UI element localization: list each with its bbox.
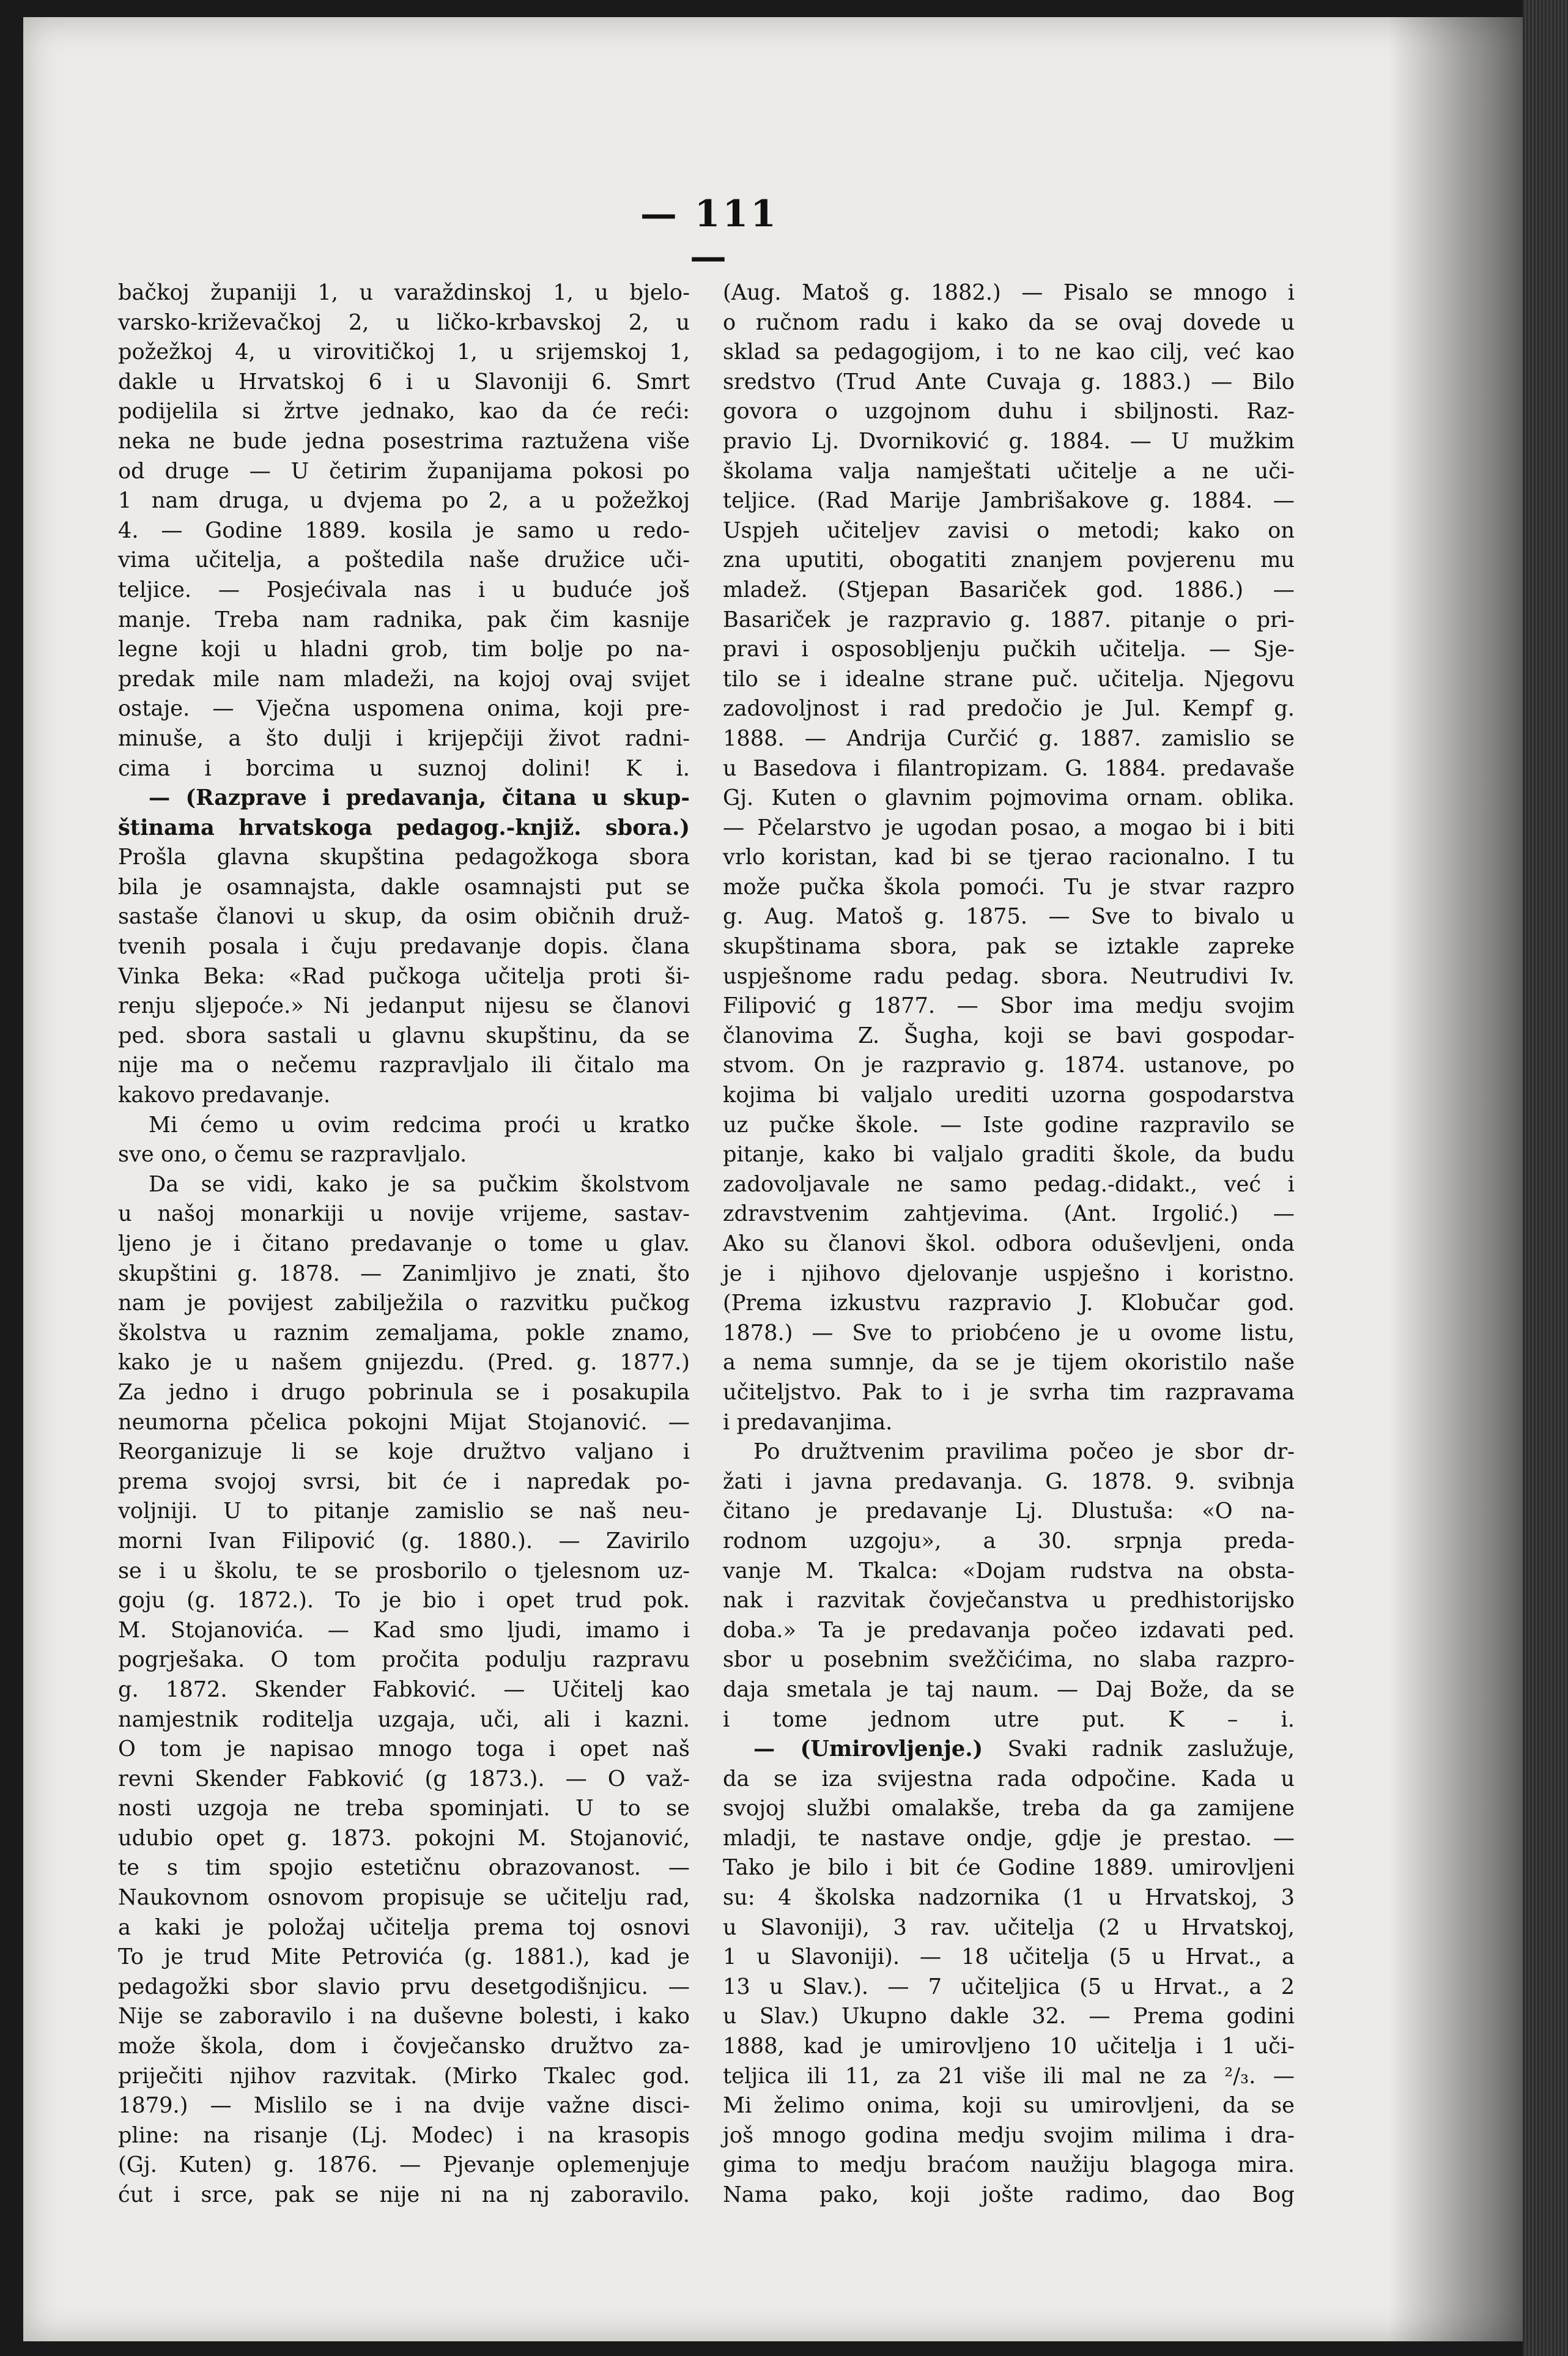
text-line: i predavanjima.: [723, 1409, 893, 1435]
text-line: Prošla glavna skupština pedagožkoga sbora: [118, 845, 690, 870]
text-line: mladji, te nastave ondje, gdje je prestao. —: [723, 1825, 1295, 1851]
text-line: Basariček je razpravio g. 1887. pitanje o pri-: [723, 607, 1295, 632]
text-line: Uspjeh učiteljev zavisi o metodi; kako on: [723, 517, 1295, 543]
text-line: manje. Treba nam radnika, pak čim kasnije: [118, 607, 690, 632]
text-line: od druge — U četirim županijama pokosi po: [118, 458, 690, 484]
text-line: 1 u Slavoniji). — 18 učitelja (5 u Hrvat., a: [723, 1944, 1295, 1970]
text-line: a nema sumnje, da se je tijem okoristilo naše: [723, 1350, 1295, 1376]
text-line: cima i borcima u suznoj dolini! K i.: [118, 755, 690, 781]
text-line: 1 nam druga, u dvjema po 2, a u požežkoj: [118, 488, 690, 514]
text-line: ostaje. — Vječna uspomena onima, koji pre-: [118, 696, 690, 722]
text-line: Nije se zaboravilo i na duševne bolesti, i kako: [118, 2004, 690, 2029]
text-line: kojima bi valjalo urediti uzorna gospodarstva: [723, 1083, 1295, 1108]
text-line: Nama pako, koji jošte radimo, dao Bog: [723, 2182, 1295, 2207]
text-line: je i njihovo djelovanje uspješno i koristno.: [723, 1261, 1295, 1286]
text-line: udubio opet g. 1873. pokojni M. Stojanović,: [118, 1825, 690, 1851]
text-line: nak i razvitak čovječanstva u predhistorijsko: [723, 1588, 1295, 1613]
text-line: Tako je bilo i bit će Godine 1889. umirovljeni: [723, 1855, 1295, 1881]
text-line: 13 u Slav.). — 7 učiteljica (5 u Hrvat., a 2: [723, 1974, 1295, 1999]
text-line: Vinka Beka: «Rad pučkoga učitelja proti ši-: [118, 963, 690, 989]
text-line: O tom je napisao mnogo toga i opet naš: [118, 1736, 690, 1762]
text-line: ljeno je i čitano predavanje o tome u glav.: [118, 1231, 690, 1256]
text-line: — (Razprave i predavanja, čitana u skup-: [149, 785, 690, 811]
text-line: nosti uzgoja ne treba spominjati. U to se: [118, 1796, 690, 1821]
text-line: Da se vidi, kako je sa pučkim školstvom: [149, 1171, 690, 1197]
text-line: minuše, a što dulji i krijepčiji život radni-: [118, 725, 690, 751]
text-line: o ručnom radu i kako da se ovaj dovede u: [723, 309, 1295, 335]
text-line: M. Stojanovića. — Kad smo ljudi, imamo i: [118, 1617, 690, 1643]
text-line: 4. — Godine 1889. kosila je samo u redo-: [118, 517, 690, 543]
text-line: Mi ćemo u ovim redcima proći u kratko: [149, 1112, 690, 1138]
text-line: može škola, dom i čovječansko družtvo za-: [118, 2034, 690, 2059]
text-line: voljniji. U to pitanje zamislio se naš neu-: [118, 1498, 690, 1524]
text-line: revni Skender Fabković (g 1873.). — O važ-: [118, 1766, 690, 1791]
text-line: gima to medju braćom naužiju blagoga mira.: [723, 2152, 1295, 2178]
text-line: Za jedno i drugo pobrinula se i posakupila: [118, 1379, 690, 1405]
text-line: u Slavoniji), 3 rav. učitelja (2 u Hrvatskoj,: [723, 1914, 1295, 1940]
text-line: u Basedova i filantropizam. G. 1884. predavaše: [723, 755, 1295, 781]
text-line: teljice. — Posjećivala nas i u buduće još: [118, 577, 690, 602]
text-line: uspješnome radu pedag. sbora. Neutrudivi Iv.: [723, 963, 1295, 989]
text-line: g. 1872. Skender Fabković. — Učitelj kao: [118, 1676, 690, 1702]
text-line: štinama hrvatskoga pedagog.-knjiž. sbora.): [118, 815, 690, 840]
text-line: kakovo predavanje.: [118, 1083, 331, 1108]
text-line: 1888, kad je umirovljeno 10 učitelja i 1 uči-: [723, 2034, 1295, 2059]
text-line: bila je osamnajsta, dakle osamnajsti put se: [118, 874, 690, 900]
text-line: (Aug. Matoš g. 1882.) — Pisalo se mnogo i: [723, 280, 1295, 305]
text-line: — Pčelarstvo je ugodan posao, a mogao bi i biti: [723, 815, 1295, 840]
text-line: goju (g. 1872.). To je bio i opet trud pok.: [118, 1588, 690, 1613]
text-line: pedagožki sbor slavio prvu desetgodišnjicu. —: [118, 1974, 690, 1999]
text-line: zna uputiti, obogatiti znanjem povjerenu mu: [723, 547, 1295, 573]
page-number: — 111 —: [640, 193, 779, 278]
text-line: pogrješaka. O tom pročita podulju razpravu: [118, 1647, 690, 1673]
text-line: nam je povijest zabilježila o razvitku pučkog: [118, 1291, 690, 1316]
text-line: teljica ili 11, za 21 više ili mal ne za ²/₃. —: [723, 2063, 1295, 2089]
text-line: prema svojoj svrsi, bit će i napredak po-: [118, 1469, 690, 1494]
text-line: uz pučke škole. — Iste godine razpravilo se: [723, 1112, 1295, 1138]
text-line: teljice. (Rad Marije Jambrišakove g. 1884. —: [723, 488, 1295, 514]
text-line: čitano je predavanje Lj. Dlustuša: «O na-: [723, 1498, 1295, 1524]
text-line: pravio Lj. Dvorniković g. 1884. — U mužkim: [723, 428, 1295, 454]
text-line: Reorganizuje li se koje družtvo valjano i: [118, 1439, 690, 1465]
text-line: da se iza svijestna rada odpočine. Kada u: [723, 1766, 1295, 1791]
text-line: pitanje, kako bi valjalo graditi škole, da budu: [723, 1142, 1295, 1168]
text-line: stvom. On je razpravio g. 1874. ustanove, po: [723, 1053, 1295, 1078]
text-line: u Slav.) Ukupno dakle 32. — Prema godini: [723, 2004, 1295, 2029]
text-line: Ako su članovi škol. odbora oduševljeni, onda: [723, 1231, 1295, 1256]
text-line: pline: na risanje (Lj. Modec) i na krasopis: [118, 2122, 690, 2148]
text-line: bačkoj županiji 1, u varaždinskoj 1, u bjelo-: [118, 280, 690, 305]
text-line: neka ne bude jedna posestrima raztužena više: [118, 428, 690, 454]
text-line: zadovoljavale ne samo pedag.-didakt., već i: [723, 1171, 1295, 1197]
text-line: Naukovnom osnovom propisuje se učitelju rad,: [118, 1885, 690, 1911]
text-line: skupštinama sbora, pak se iztakle zapreke: [723, 934, 1295, 960]
text-line: g. Aug. Matoš g. 1875. — Sve to bivalo u: [723, 904, 1295, 930]
text-line: kako je u našem gnijezdu. (Pred. g. 1877.): [118, 1350, 690, 1376]
text-line: žati i javna predavanja. G. 1878. 9. svibnja: [723, 1469, 1295, 1494]
text-line: sastaše članovi u skup, da osim običnih druž-: [118, 904, 690, 930]
text-line: su: 4 školska nadzornika (1 u Hrvatskoj, 3: [723, 1885, 1295, 1911]
text-line: varsko-križevačkoj 2, u ličko-krbavskoj 2, u: [118, 309, 690, 335]
text-line: Mi želimo onima, koji su umirovljeni, da se: [723, 2093, 1295, 2119]
text-line: daja smetala je taj naum. — Daj Bože, da se: [723, 1676, 1295, 1702]
text-line: dakle u Hrvatskoj 6 i u Slavoniji 6. Smrt: [118, 369, 690, 395]
text-line: morni Ivan Filipović (g. 1880.). — Zavirilo: [118, 1528, 690, 1554]
text-line: 1878.) — Sve to priobćeno je u ovome listu,: [723, 1320, 1295, 1346]
text-line: neumorna pčelica pokojni Mijat Stojanović. —: [118, 1409, 690, 1435]
text-line: vrlo koristan, kad bi se tjerao racionalno. I tu: [723, 845, 1295, 870]
text-line: pravi i osposobljenju pučkih učitelja. — Sje-: [723, 637, 1295, 662]
text-line: te s tim spojio estetičnu obrazovanost. —: [118, 1855, 690, 1881]
text-line: ćut i srce, pak se nije ni na nj zaboravilo.: [118, 2182, 690, 2207]
text-line: svojoj službi omalakše, treba da ga zamijene: [723, 1796, 1295, 1821]
text-line: govora o uzgojnom duhu i sbiljnosti. Raz-: [723, 399, 1295, 424]
text-line: To je trud Mite Petrovića (g. 1881.), kad je: [118, 1944, 690, 1970]
text-line: zdravstvenim zahtjevima. (Ant. Irgolić.) —: [723, 1201, 1295, 1227]
text-line: može pučka škola pomoći. Tu je stvar razpro: [723, 874, 1295, 900]
text-line: (Prema izkustvu razpravio J. Klobučar god.: [723, 1291, 1295, 1316]
text-line: vanje M. Tkalca: «Dojam rudstva na obsta-: [723, 1558, 1295, 1584]
text-line: se i u školu, te se prosborilo o tjelesnom uz-: [118, 1558, 690, 1584]
text-line: zadovoljnost i rad predočio je Jul. Kempf g.: [723, 696, 1295, 722]
text-line: ped. sbora sastali u glavnu skupštinu, da se: [118, 1023, 690, 1048]
text-line: (Gj. Kuten) g. 1876. — Pjevanje oplemenjuje: [118, 2152, 690, 2178]
text-line: doba.» Ta je predavanja počeo izdavati ped.: [723, 1617, 1295, 1643]
text-line: mladež. (Stjepan Basariček god. 1886.) —: [723, 577, 1295, 602]
text-line: skupštini g. 1878. — Zanimljivo je znati, što: [118, 1261, 690, 1286]
text-line: Filipović g 1877. — Sbor ima medju svojim: [723, 993, 1295, 1019]
text-line: 1888. — Andrija Curčić g. 1887. zamislio se: [723, 725, 1295, 751]
text-line: sredstvo (Trud Ante Cuvaja g. 1883.) — Bilo: [723, 369, 1295, 395]
text-line: u našoj monarkiji u novije vrijeme, sastav-: [118, 1201, 690, 1227]
text-line: legne koji u hladni grob, tim bolje po na-: [118, 637, 690, 662]
text-line: priječiti njihov razvitak. (Mirko Tkalec god.: [118, 2063, 690, 2089]
text-line: požežkoj 4, u virovitičkoj 1, u srijemskoj 1,: [118, 339, 690, 365]
text-line: renju sljepoće.» Ni jedanput nijesu se članovi: [118, 993, 690, 1019]
text-line: a kaki je položaj učitelja prema toj osnovi: [118, 1914, 690, 1940]
text-line: članovima Z. Šugha, koji se bavi gospodar-: [723, 1023, 1295, 1048]
text-line: Po družtvenim pravilima počeo je sbor dr-: [753, 1439, 1295, 1465]
text-line: 1879.) — Mislilo se i na dvije važne disci-: [118, 2093, 690, 2119]
text-line: školama valja namještati učitelje a ne uči-: [723, 458, 1295, 484]
binding-shadow: [1388, 17, 1523, 2341]
text-line: sbor u posebnim svežčićima, no slaba razpro-: [723, 1647, 1295, 1673]
text-line: tilo se i idealne strane puč. učitelja. Njegovu: [723, 666, 1295, 692]
text-line: tvenih posala i čuju predavanje dopis. člana: [118, 934, 690, 960]
text-line: i tome jednom utre put. K – i.: [723, 1706, 1295, 1732]
text-line: učiteljstvo. Pak to i je svrha tim razpravama: [723, 1379, 1295, 1405]
text-column-right: [723, 278, 1295, 2210]
text-line: namjestnik roditelja uzgaja, uči, ali i kazni.: [118, 1706, 690, 1732]
text-line: vima učitelja, a poštedila naše družice uči-: [118, 547, 690, 573]
text-line: sklad sa pedagogijom, i to ne kao cilj, već kao: [723, 339, 1295, 365]
text-line: — (Umirovljenje.) Svaki radnik zaslužuje,: [753, 1736, 1295, 1762]
text-line: podijelila si žrtve jednako, kao da će reći:: [118, 399, 690, 424]
text-line: još mnogo godina medju svojim milima i dra-: [723, 2122, 1295, 2148]
text-line: predak mile nam mladeži, na kojoj ovaj svijet: [118, 666, 690, 692]
text-column-left: [118, 278, 690, 2210]
text-line: školstva u raznim zemaljama, pokle znamo,: [118, 1320, 690, 1346]
text-line: Gj. Kuten o glavnim pojmovima ornam. oblika.: [723, 785, 1295, 811]
book-page-edges: [1523, 0, 1568, 2356]
text-line: nije ma o nečemu razpravljalo ili čitalo ma: [118, 1053, 690, 1078]
text-line: rodnom uzgoju», a 30. srpnja preda-: [723, 1528, 1295, 1554]
text-line: sve ono, o čemu se razpravljalo.: [118, 1142, 467, 1168]
